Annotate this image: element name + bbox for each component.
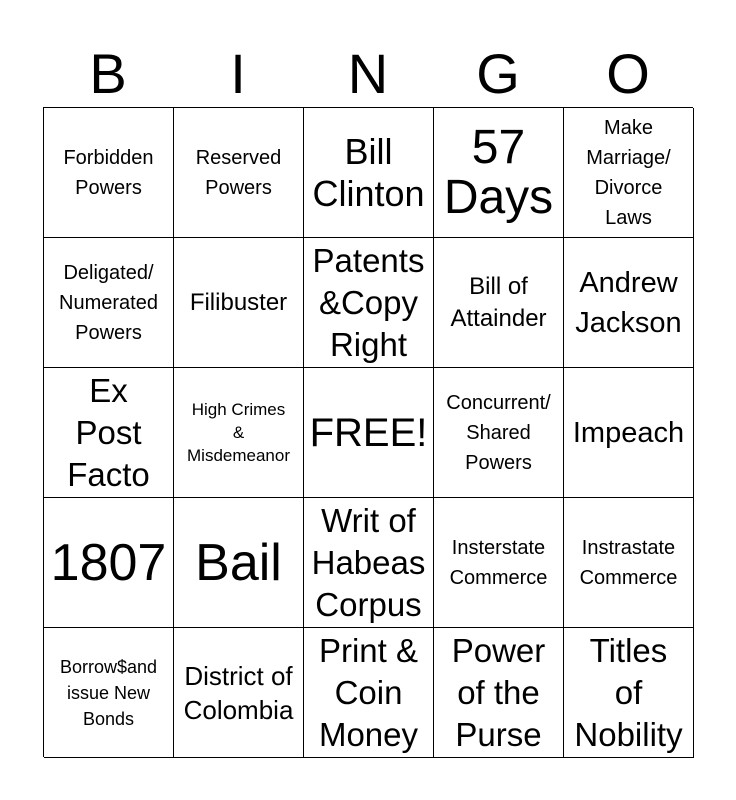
bingo-cell[interactable] — [174, 108, 304, 238]
cell-text: Instrastate Commerce — [579, 536, 678, 589]
bingo-cell[interactable] — [564, 368, 694, 498]
bingo-cell[interactable] — [304, 628, 434, 758]
bingo-cell[interactable] — [44, 498, 174, 628]
bingo-cell[interactable] — [434, 628, 564, 758]
cell-text: Forbidden Powers — [63, 146, 154, 199]
bingo-cell[interactable] — [434, 498, 564, 628]
cell-text: Filibuster — [189, 288, 288, 316]
cell-text: 1807 — [50, 533, 167, 592]
bingo-grid — [43, 107, 693, 757]
free-space-cell[interactable] — [304, 368, 434, 498]
cell-text: Print & Coin Money — [318, 631, 419, 753]
cell-text: Make Marriage/ Divorce Laws — [586, 116, 671, 229]
header-letter-i: I — [230, 42, 246, 105]
cell-text: 57 Days — [443, 120, 554, 224]
cell-text: Power of the Purse — [451, 631, 546, 753]
bingo-cell[interactable] — [564, 238, 694, 368]
bingo-cell[interactable] — [174, 368, 304, 498]
cell-text: Patents &Copy Right — [312, 241, 425, 363]
bingo-cell[interactable] — [174, 498, 304, 628]
bingo-cell[interactable] — [44, 108, 174, 238]
cell-text: Reserved Powers — [195, 146, 282, 199]
bingo-cell[interactable] — [304, 498, 434, 628]
bingo-cell[interactable] — [304, 238, 434, 368]
header-letter-o: O — [606, 42, 650, 105]
bingo-cell[interactable] — [174, 238, 304, 368]
cell-text: Titles of Nobility — [574, 631, 683, 753]
bingo-cell[interactable] — [44, 238, 174, 368]
bingo-cell[interactable] — [44, 628, 174, 758]
bingo-cell[interactable] — [564, 108, 694, 238]
cell-text: Writ of Habeas Corpus — [311, 501, 426, 623]
cell-text: Concurrent/ Shared Powers — [446, 391, 551, 474]
bingo-cell[interactable] — [434, 238, 564, 368]
bingo-cell[interactable] — [304, 108, 434, 238]
bingo-cell[interactable] — [174, 628, 304, 758]
bingo-cell[interactable] — [44, 368, 174, 498]
bingo-cell[interactable] — [434, 368, 564, 498]
bingo-cell[interactable] — [564, 498, 694, 628]
free-space-label: FREE! — [309, 410, 428, 455]
cell-text: Ex Post Facto — [67, 371, 150, 493]
bingo-header — [43, 40, 693, 108]
header-letter-n: N — [347, 42, 389, 105]
cell-text: District of Colombia — [183, 660, 294, 725]
cell-text: High Crimes & Misdemeanor — [187, 400, 290, 465]
bingo-cell[interactable] — [434, 108, 564, 238]
cell-text: Andrew Jackson — [575, 266, 682, 339]
cell-text: Bill Clinton — [312, 130, 425, 214]
cell-text: Bill of Attainder — [450, 272, 547, 332]
cell-text: Impeach — [572, 416, 685, 449]
cell-text: Borrow$and issue New Bonds — [59, 656, 158, 729]
cell-text: Deligated/ Numerated Powers — [59, 261, 158, 344]
header-letter-b: B — [89, 42, 127, 105]
bingo-cell[interactable] — [564, 628, 694, 758]
cell-text: Bail — [195, 533, 282, 592]
header-letter-g: G — [476, 42, 520, 105]
cell-text: Insterstate Commerce — [449, 536, 548, 589]
